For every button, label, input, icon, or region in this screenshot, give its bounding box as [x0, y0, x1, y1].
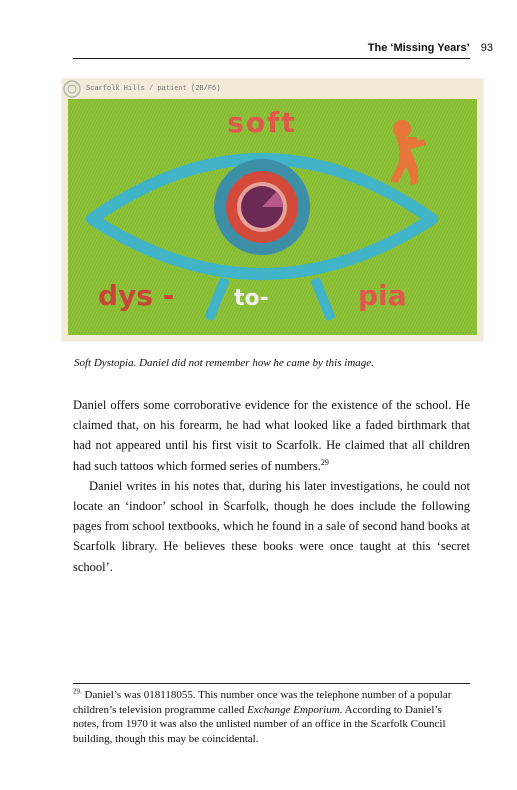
running-header [73, 42, 493, 58]
paragraph-1: Daniel offers some corroborative evidence for the existence of the school. He claimed that, on his forearm, he had what looked like a faded birthmark that had not appeared until his first visit to Scarfolk. He claimed that all children had such tattoos which formed series of numbers.$^{29}$ [73, 398, 470, 473]
word-dys: dys - [98, 279, 175, 312]
chapter-title: The ‘Missing Years’ [367, 42, 470, 54]
figure-image [62, 79, 483, 341]
footnote-ref[interactable]: 29 [320, 457, 329, 467]
figure-caption: Soft Dystopia. Daniel did not remember how he came by this image. [74, 357, 374, 369]
body-text [73, 395, 470, 577]
footnote-marker: 29. [73, 687, 82, 696]
footnote: $^{29.}$ Daniel’s was 018118055. This number once was the telephone number of a popular children’s television programme called Exchange Emporium. According to Daniel’s notes, from 1970 it was also the unlisted number of an office in the Scarfolk Council building, though this may be coincidental. [73, 687, 452, 745]
header-rule [73, 58, 470, 59]
page-number: 93 [480, 42, 493, 54]
paragraph-2: Daniel writes in his notes that, during his later investigations, he could not locate an ‘indoor’ school in Scarfolk, though he does include the following pages from school textbooks, which he found in a sale of second hand books at Scarfolk library. He believes these books were once taught at this ‘secret school’. [73, 478, 470, 574]
word-to: to- [234, 286, 269, 311]
word-pia: pia [358, 279, 407, 312]
corner-label: Scarfolk Hills / patient (2B/F6) [86, 85, 221, 93]
programme-title: Exchange Emporium [247, 703, 340, 716]
word-soft: soft [227, 106, 297, 139]
footnote-rule [73, 683, 470, 684]
